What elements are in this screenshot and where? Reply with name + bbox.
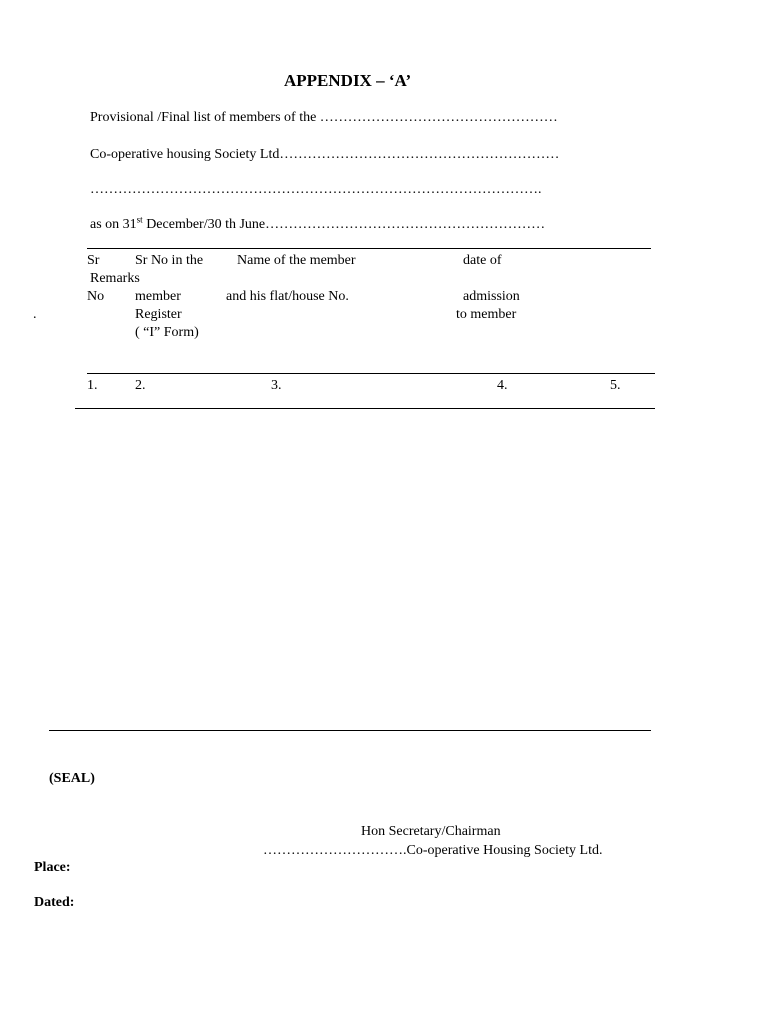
column-number-1: 1. [87, 378, 98, 393]
stray-dot: . [33, 307, 37, 322]
signatory-society: ………………………….Co-operative Housing Society Ltd. [263, 843, 603, 858]
as-on-suffix: December/30 th June…………………………………………………… [142, 217, 546, 232]
seal-label: (SEAL) [49, 771, 95, 786]
header-srno-line3: Register [135, 307, 182, 322]
column-numbers-top-rule [87, 373, 655, 374]
header-srno-line2: member [135, 289, 181, 304]
header-date-line2: admission [463, 289, 520, 304]
header-srno-line4: ( “I” Form) [135, 325, 199, 340]
header-date-line1: date of [463, 253, 502, 268]
header-date-line3: to member [456, 307, 517, 322]
header-name-line1: Name of the member [237, 253, 356, 268]
column-number-4: 4. [497, 378, 508, 393]
column-number-5: 5. [610, 378, 621, 393]
header-srno-line1: Sr No in the [135, 253, 204, 268]
header-sr-line2: No [87, 289, 105, 304]
table-bottom-rule [49, 730, 651, 731]
column-number-2: 2. [135, 378, 146, 393]
as-on-prefix: as on 31 [90, 217, 137, 232]
ordinal-suffix: st [136, 214, 143, 225]
intro-line-society-name: Co-operative housing Society Ltd…………………………………………………… [90, 147, 560, 162]
column-numbers-bottom-rule [75, 408, 655, 409]
column-number-3: 3. [271, 378, 282, 393]
dated-label: Dated: [34, 895, 75, 910]
place-label: Place: [34, 860, 71, 875]
intro-line-as-on-date [90, 216, 545, 233]
page-title: APPENDIX – ‘A’ [284, 71, 412, 90]
table-top-rule [87, 248, 651, 249]
signatory-role: Hon Secretary/Chairman [361, 824, 501, 839]
header-sr-line1: Sr [87, 253, 100, 268]
header-remarks: Remarks [90, 271, 140, 286]
intro-line-members-of: Provisional /Final list of members of the …………………………………………… [90, 110, 558, 125]
header-name-line2: and his flat/house No. [226, 289, 349, 304]
intro-line-dotted: ……………………………………………………………………………………. [90, 182, 542, 197]
